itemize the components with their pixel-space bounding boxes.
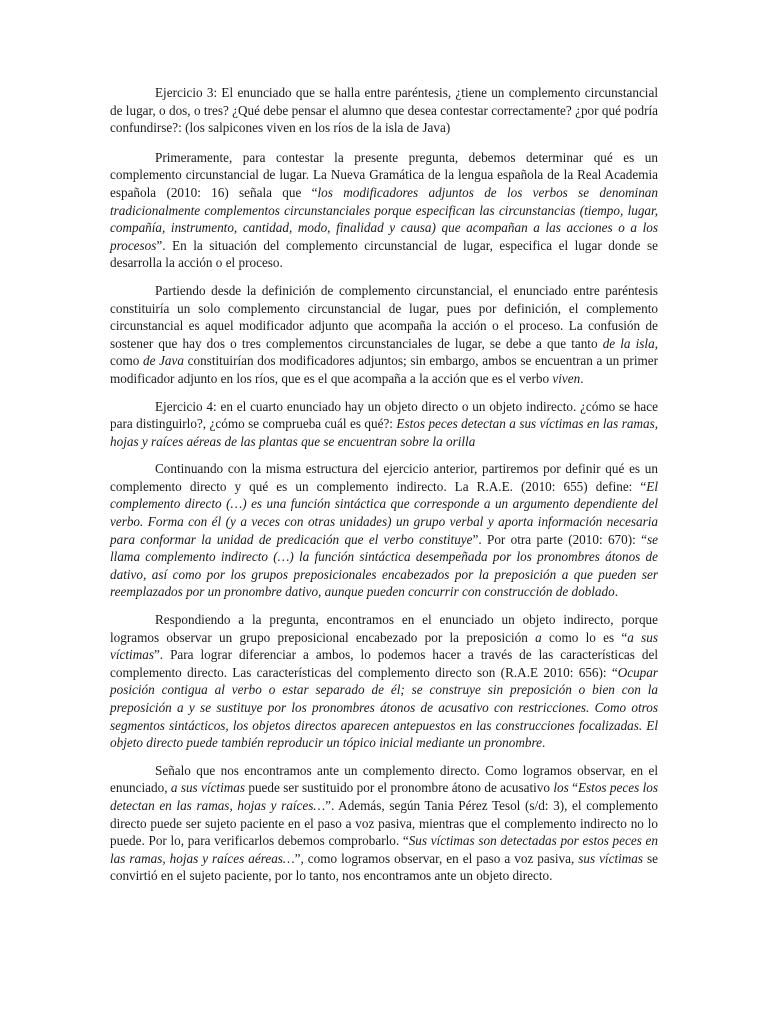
text-run: constituirían dos modificadores adjuntos; sin embargo, ambos se encuentran a un primer modificador adjunto en los ríos, que es el que acompaña a la acción que es el verbo [110,353,658,386]
paragraph-ejercicio-4 [110,398,658,451]
italic-text: a [535,629,542,645]
text-run: ”. Por otra parte (2010: 670): “ [472,531,647,547]
text-run: puede ser sustituido por el pronombre átono de acusativo [245,780,554,796]
text-run: Respondiendo a la pregunta, encontramos en el enunciado un objeto indirecto, porque logramos observar un grupo preposicional encabezado por la preposición [110,612,658,645]
italic-text: Estos peces los detectan en las ramas, hojas y raíces… [110,780,658,813]
italic-text: viven [552,370,581,386]
paragraph-ejercicio-3 [110,84,658,137]
text-run: Primeramente, para contestar la presente pregunta, debemos determinar qué es un complemento circunstancial de lugar. La Nueva Gramática de la lengua española de la Real Academia española (2010: 16) señala que “ [110,149,658,200]
text-run: Ejercicio 4: en el cuarto enunciado hay un objeto directo o un objeto indirecto. ¿cómo se hace para distinguirlo?, ¿cómo se comprueba cuál es qué?: [110,398,658,432]
italic-text: sus víctimas [578,850,644,866]
text-run: Continuando con la misma estructura del ejercicio anterior, partiremos por definir qué es un complemento directo y qué es un complemento indirecto. La R.A.E. (2010: 655) define: “ [110,461,658,494]
italic-text: de Java [142,353,184,369]
text-run: Señalo que nos encontramos ante un complemento directo. Como logramos observar, en el enunciado, [110,762,658,796]
text-run: ”. Además, según Tania Pérez Tesol (s/d: 3), el complemento directo puede ser sujeto paciente en el paso a voz pasiva, mientras que el complemento indirecto no lo puede. Por lo, para verificarlos debemos comprobarlo. “ [110,797,658,849]
text-run: . [541,735,546,751]
text-run: “ [568,780,578,796]
text-run: Partiendo desde la definición de complemento circunstancial, el enunciado entre paréntesis constituiría un solo complemento circunstancial de lugar, pues por definición, el complemento circunstancial es aquel modificador adjunto que acompaña la acción o el proceso. La confusión de sostener que hay dos o tres complementos circunstanciales de lugar, se debe a que tanto [110,282,658,351]
text-run: ”. En la situación del complemento circunstancial de lugar, especifica el lugar donde se desarrolla la acción o el proceso. [110,237,658,271]
document-page [110,84,658,895]
paragraph-respuesta-4-c [110,762,658,885]
italic-text: los [553,780,569,796]
paragraph-respuesta-4-b [110,611,658,752]
italic-text: Ocupar posición contigua al verbo o estar separado de él; se construye sin preposición o bien con la preposición a y se sustituye por los pronombres átonos de acusativo con restricciones. Como otros segmentos sintácticos, los objetos directos aparecen antepuestos en las construcciones focalizadas. El objeto directo puede también reproducir un tópico inicial mediante un pronombre [110,664,658,751]
italic-text: los modificadores adjuntos de los verbos se denominan tradicionalmente complementos circunstanciales porque especifican las circunstancias (tiempo, lugar, compañía, instrumento, cantidad, modo, finalidad y causa) que acompañan a las acciones o a los procesos [110,184,658,253]
text-run: ”, como logramos observar, en el paso a voz pasiva, [294,850,579,866]
text-run: como lo es “ [541,629,628,645]
italic-text: a sus víctimas [110,629,658,663]
italic-text: Sus víctimas son detectadas por estos peces en las ramas, hojas y raíces aéreas… [110,833,658,866]
italic-text: a sus víctimas [170,780,245,796]
text-run: ”. Para lograr diferenciar a ambos, lo podemos hacer a través de las características del complemento directo. Las características del complemento directo son (R.A.E 2010: 656): “ [110,647,658,680]
paragraph-respuesta-3-b [110,282,658,388]
paragraph-respuesta-3-a [110,149,658,272]
paragraph-respuesta-4-a [110,460,658,601]
text-run: . [614,584,619,600]
text-run: . [580,370,584,386]
italic-text: El complemento directo (…) es una función sintáctica que corresponde a un argumento dependiente del verbo. Forma con él (y a veces con otras unidades) un grupo verbal y aporta información necesaria para conformar la unidad de predicación que el verbo constituye [110,478,658,547]
italic-text: de la isla [602,335,655,351]
italic-text: Estos peces detectan a sus víctimas en las ramas, hojas y raíces aéreas de las plantas que se encuentran sobre la orilla [110,416,658,449]
text-run: se convirtió en el sujeto paciente, por lo tanto, nos encontramos ante un objeto directo. [110,850,659,884]
text-run: , como [110,335,658,369]
text-run: Ejercicio 3: El enunciado que se halla entre paréntesis, ¿tiene un complemento circunstancial de lugar, o dos, o tres? ¿Qué debe pensar el alumno que desea contestar correctamente? ¿por qué podría confundirse?: (los salpicones viven en los ríos de la isla de Java) [110,85,658,136]
italic-text: se llama complemento indirecto (…) la función sintáctica desempeñada por los pronombres átonos de dativo, así como por los grupos preposicionales encabezados por la preposición a que pueden ser reemplazados por un pronombre dativo, aunque pueden concurrir con construcción de doblado [110,531,658,600]
